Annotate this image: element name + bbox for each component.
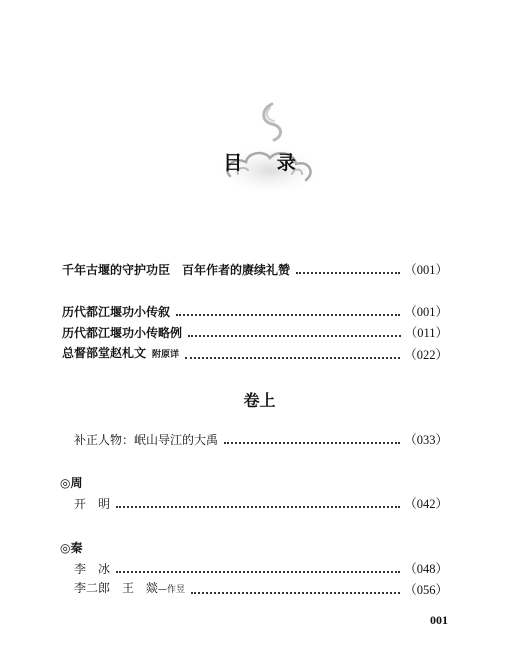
page-title: 目 录 xyxy=(223,152,310,174)
toc-page-number: （001） xyxy=(404,305,448,319)
toc-entry-label: 历代都江堰功小传略例 xyxy=(62,326,183,340)
volume-heading: 卷上 xyxy=(243,391,276,410)
toc-entry-guidelines[interactable] xyxy=(62,323,448,341)
dot-leader xyxy=(116,505,400,508)
toc-entry-label: 历代都江堰功小传叙 xyxy=(62,305,171,319)
dot-leader xyxy=(191,591,400,594)
toc-entry-libing[interactable] xyxy=(74,559,448,577)
toc-page-number: （042） xyxy=(404,497,448,511)
toc-entry-label: 李二郎 王 xyxy=(74,581,147,595)
toc-page-number: （011） xyxy=(404,326,448,340)
toc-entry-kaiming[interactable] xyxy=(74,494,448,512)
dot-leader xyxy=(224,441,400,444)
dot-leader xyxy=(185,356,400,359)
toc-entry-label: 总督部堂赵札文 xyxy=(62,346,147,360)
toc-entry-dayu[interactable] xyxy=(74,430,448,448)
toc-page-number: （022） xyxy=(404,348,448,362)
toc-entry-variant-note: —作昱 xyxy=(158,585,186,595)
page-folio: 001 xyxy=(430,613,448,627)
toc-page-number: （056） xyxy=(404,583,448,597)
section-label-qin: ◎秦 xyxy=(60,541,83,555)
toc-page-number: （033） xyxy=(404,433,448,447)
toc-entry-note: 附原详 xyxy=(152,350,180,360)
toc-page-number: （048） xyxy=(404,562,448,576)
toc-entry-label: 千年古堰的守护功臣 百年作者的赓续礼赞 xyxy=(62,263,291,277)
toc-entry-label-wrap xyxy=(62,345,179,363)
toc-entry-label: 李 冰 xyxy=(74,562,111,576)
dot-leader xyxy=(188,334,401,337)
dot-leader xyxy=(176,313,400,316)
cloud-ornament xyxy=(212,96,327,196)
toc-entry-preface[interactable] xyxy=(62,260,448,278)
toc-entry-lierlang[interactable] xyxy=(74,580,448,598)
section-label-zhou: ◎周 xyxy=(60,476,83,490)
dot-leader xyxy=(296,271,400,274)
toc-entry-foreword[interactable] xyxy=(62,302,448,320)
toc-entry-decree[interactable] xyxy=(62,345,448,363)
toc-page-number: （001） xyxy=(404,263,448,277)
toc-entry-label-wrap xyxy=(74,580,185,598)
toc-entry-label: 补正人物：岷山导江的大禹 xyxy=(74,433,219,447)
dot-leader xyxy=(116,570,400,573)
toc-entry-name-char: 燚 xyxy=(146,581,159,595)
toc-entry-label: 开 明 xyxy=(74,497,111,511)
